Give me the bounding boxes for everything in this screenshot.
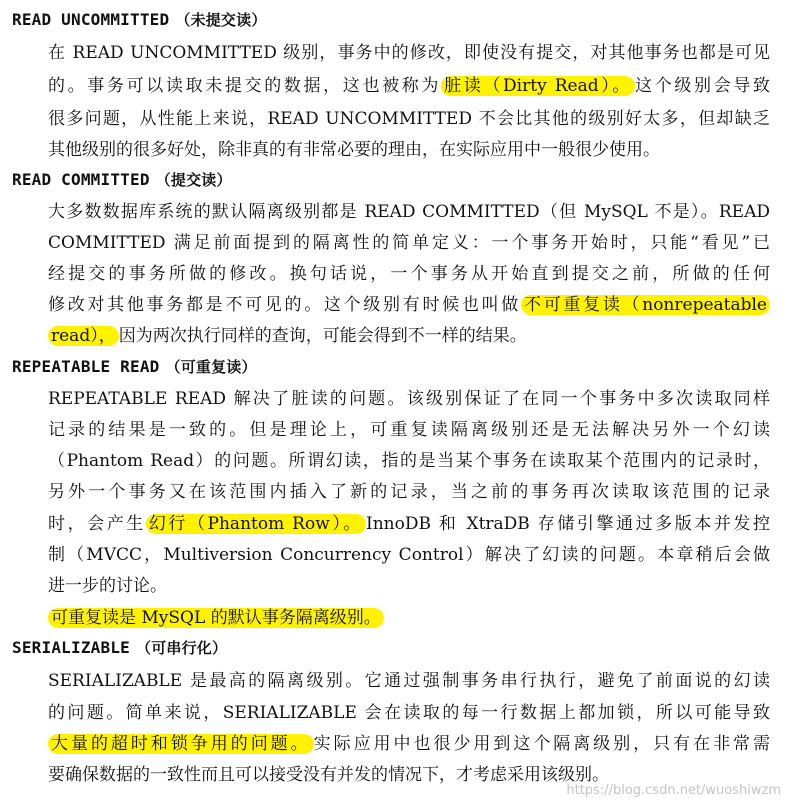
- text-run: 这个级别会导致: [635, 76, 771, 96]
- paragraph-line: [48, 259, 770, 289]
- text-run: 的问题。简单来说，SERIALIZABLE 会在读取的每一行数据上都加锁，所以可能导致: [48, 703, 770, 723]
- paragraph-line: [48, 446, 770, 476]
- text-run: REPEATABLE READ 解决了脏读的问题。该级别保证了在同一个事务中多次读取同样: [48, 389, 770, 409]
- text-run: 制（MVCC，Multiversion Concurrency Control）解决了幻读的问题。本章稍后会做: [48, 545, 770, 565]
- heading-title: READ UNCOMMITTED: [12, 10, 170, 29]
- text-run: 时，会产生: [48, 514, 146, 534]
- paragraph-line: [48, 71, 770, 101]
- heading-read-committed: [12, 166, 232, 194]
- paragraph-line: [48, 509, 770, 539]
- text-run: 在 READ UNCOMMITTED 级别，事务中的修改，即使没有提交，对其他事务也都是可见: [48, 43, 770, 63]
- text-run: 另外一个事务又在该范围内插入了新的记录，当之前的事务再次读取该范围的记录: [48, 482, 770, 502]
- highlighted-phrase: read），: [48, 326, 119, 346]
- heading-subtitle: （未提交读）: [175, 11, 267, 29]
- heading-serializable: [12, 634, 227, 662]
- highlighted-phrase: 大量的超时和锁争用的问题。: [48, 734, 314, 754]
- highlighted-phrase: 不可重复读（nonrepeatable: [521, 295, 770, 315]
- heading-subtitle: （提交读）: [155, 171, 232, 189]
- paragraph-line: [48, 197, 770, 227]
- paragraph-line: [48, 38, 770, 68]
- paragraph-line: [48, 540, 770, 570]
- paragraph-line: [48, 666, 770, 696]
- heading-read-uncommitted: [12, 6, 267, 34]
- text-run: InnoDB 和 XtraDB 存储引擎通过多版本并发控: [365, 514, 771, 534]
- paragraph-line: [48, 321, 770, 351]
- highlighted-phrase: 幻行（Phantom Row）。: [146, 514, 366, 534]
- paragraph-line: [48, 571, 770, 601]
- text-run: 其他级别的很多好处，除非真的有非常必要的理由，在实际应用中一般很少使用。: [48, 140, 660, 160]
- highlighted-phrase: 脏读（Dirty Read）。: [441, 76, 635, 96]
- paragraph-line: [48, 104, 770, 134]
- text-run: 的。事务可以读取未提交的数据，这也被称为: [48, 76, 442, 96]
- heading-subtitle: （可重复读）: [165, 358, 257, 376]
- paragraph-line: [48, 415, 770, 445]
- heading-title: READ COMMITTED: [12, 170, 150, 189]
- paragraph-line: [48, 729, 770, 759]
- text-run: 经提交的事务所做的修改。换句话说，一个事务从开始直到提交之前，所做的任何: [48, 264, 770, 284]
- paragraph-line: [48, 228, 770, 258]
- text-run: COMMITTED 满足前面提到的隔离性的简单定义：一个事务开始时，只能“看见”已: [48, 233, 770, 253]
- text-run: 实际应用中也很少用到这个隔离级别，只有在非常需: [313, 734, 771, 754]
- paragraph-line: [48, 477, 770, 507]
- text-run: 进一步的讨论。: [48, 576, 167, 596]
- text-run: 记录的结果是一致的。但是理论上，可重复读隔离级别还是无法解决另外一个幻读: [48, 420, 770, 440]
- watermark: https://blog.csdn.net/wuoshiwzm: [566, 783, 781, 798]
- highlighted-phrase: 可重复读是 MySQL 的默认事务隔离级别。: [48, 608, 384, 628]
- heading-title: SERIALIZABLE: [12, 638, 130, 657]
- text-run: （Phantom Read）的问题。所谓幻读，指的是当某个事务在读取某个范围内的记录时，: [48, 451, 770, 471]
- paragraph-line: [48, 603, 770, 633]
- text-run: 很多问题，从性能上来说，READ UNCOMMITTED 不会比其他的级别好太多，但却缺乏: [48, 109, 770, 129]
- heading-repeatable-read: [12, 353, 257, 381]
- heading-title: REPEATABLE READ: [12, 357, 160, 376]
- paragraph-line: [48, 698, 770, 728]
- text-run: 因为两次执行同样的查询，可能会得到不一样的结果。: [118, 326, 527, 346]
- heading-subtitle: （可串行化）: [136, 639, 228, 657]
- paragraph-line: [48, 290, 770, 320]
- paragraph-line: [48, 384, 770, 414]
- text-run: SERIALIZABLE 是最高的隔离级别。它通过强制事务串行执行，避免了前面说的幻读: [48, 671, 770, 691]
- paragraph-line: [48, 135, 770, 165]
- text-run: 修改对其他事务都是不可见的。这个级别有时候也叫做: [48, 295, 521, 315]
- text-run: 大多数数据库系统的默认隔离级别都是 READ COMMITTED（但 MySQL 不是）。READ: [48, 202, 770, 222]
- text-run: 要确保数据的一致性而且可以接受没有并发的情况下，才考虑采用该级别。: [48, 765, 609, 785]
